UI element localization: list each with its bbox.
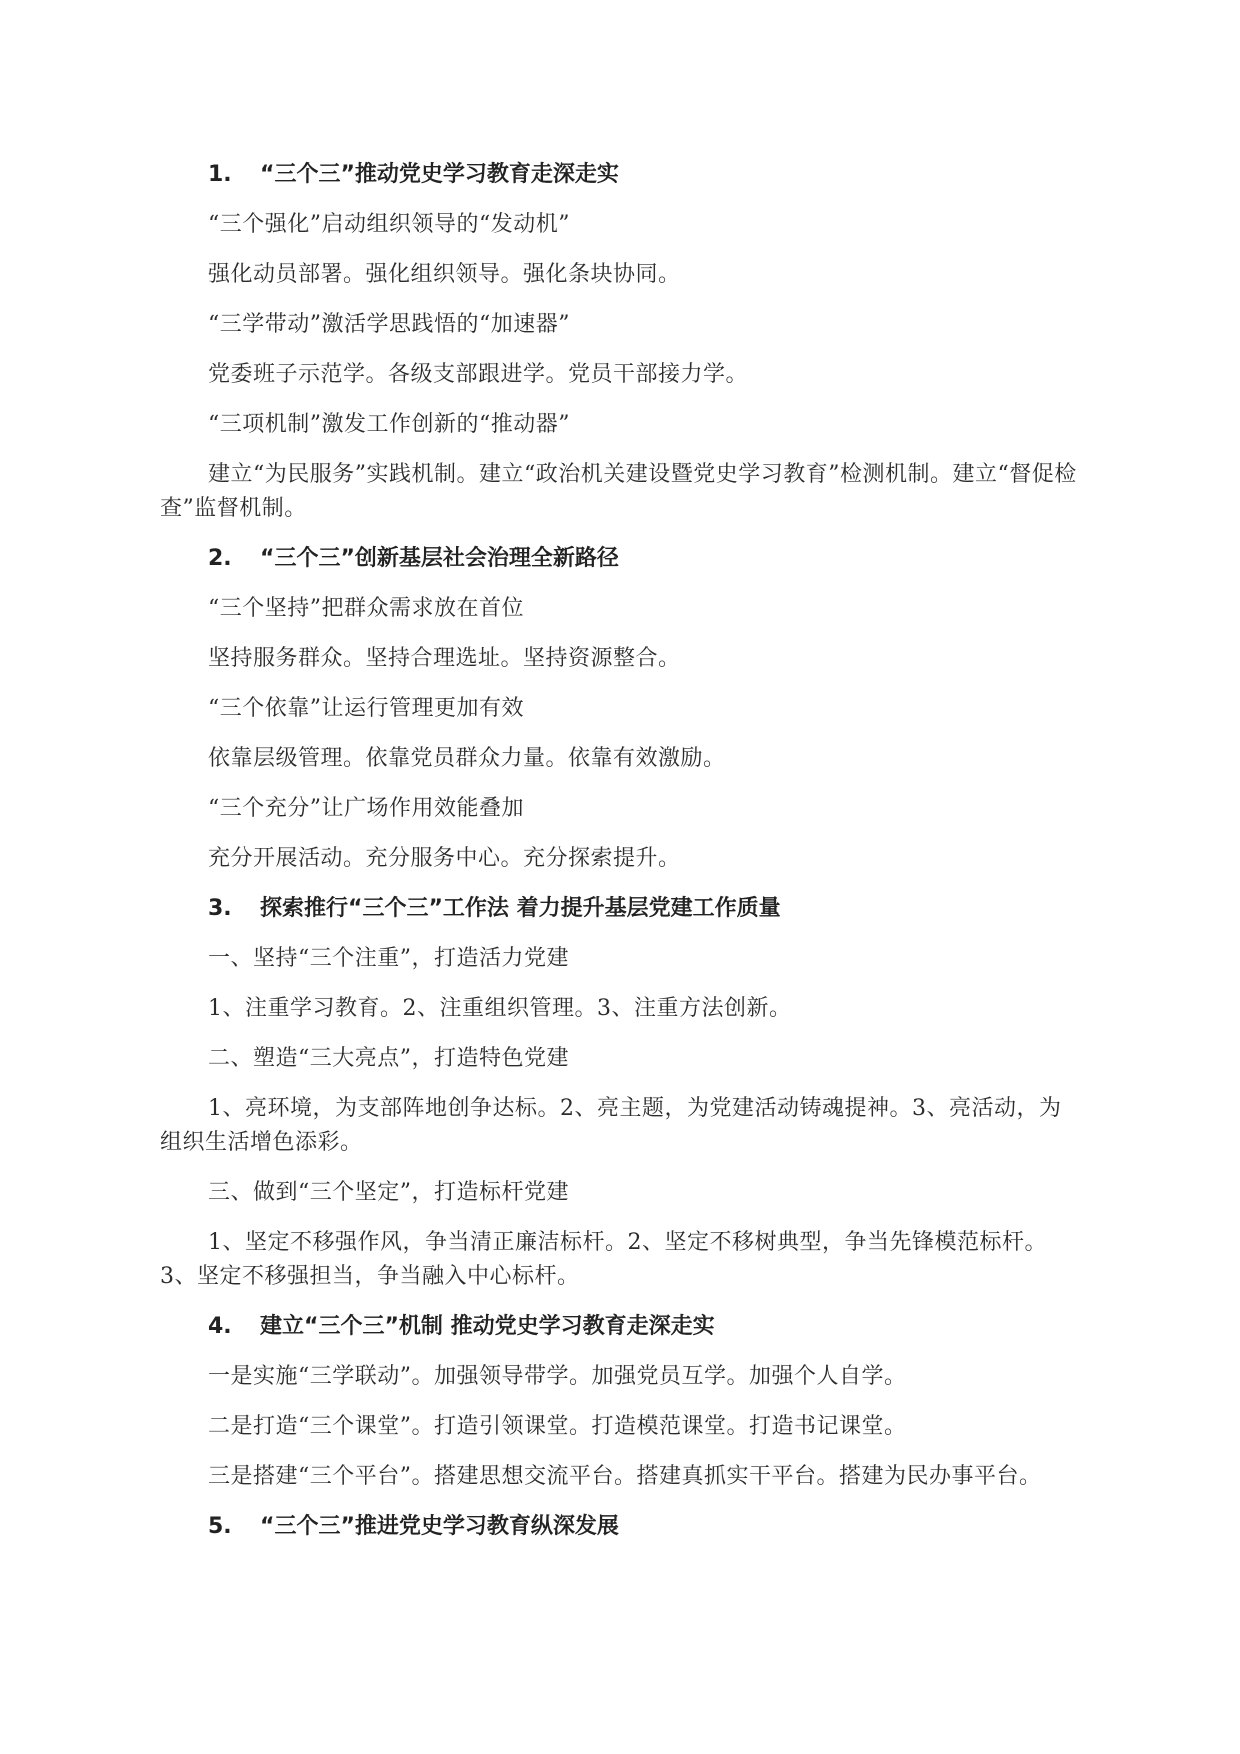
paragraph: “三个充分”让广场作用效能叠加 [208,796,524,821]
paragraph: 1、注重学习教育。2、注重组织管理。3、注重方法创新。 [208,996,792,1021]
paragraph: 三、做到“三个坚定”，打造标杆党建 [208,1180,569,1205]
paragraph: 一是实施“三学联动”。加强领导带学。加强党员互学。加强个人自学。 [208,1364,907,1389]
section-heading [160,892,1080,926]
paragraph: 1、亮环境，为支部阵地创争达标。2、亮主题，为党建活动铸魂提神。3、亮活动，为组织生活增色添彩。 [160,1096,1062,1155]
paragraph: 依靠层级管理。依靠党员群众力量。依靠有效激励。 [208,746,726,771]
paragraph: 二是打造“三个课堂”。打造引领课堂。打造模范课堂。打造书记课堂。 [208,1414,907,1439]
section-title: 建立“三个三”机制 推动党史学习教育走深走实 [260,1314,715,1339]
paragraph: 一、坚持“三个注重”，打造活力党建 [208,946,569,971]
paragraph: 党委班子示范学。各级支部跟进学。党员干部接力学。 [208,362,749,387]
section-heading [160,542,1080,576]
paragraph: “三个坚持”把群众需求放在首位 [208,596,524,621]
section-heading [160,1510,1080,1544]
section-title: “三个三”创新基层社会治理全新路径 [260,546,619,571]
paragraph: 1、坚定不移强作风，争当清正廉洁标杆。2、坚定不移树典型，争当先锋模范标杆。3、坚定不移强担当，争当融入中心标杆。 [160,1230,1047,1289]
section-number: 3. [208,896,232,921]
section-number: 4. [208,1314,232,1339]
document-page [160,158,1080,1560]
section-heading [160,1310,1080,1344]
paragraph: “三个强化”启动组织领导的“发动机” [208,212,570,237]
paragraph: 建立“为民服务”实践机制。建立“政治机关建设暨党史学习教育”检测机制。建立“督促检查”监督机制。 [160,462,1077,521]
paragraph: “三项机制”激发工作创新的“推动器” [208,412,570,437]
paragraph: 强化动员部署。强化组织领导。强化条块协同。 [208,262,681,287]
paragraph: 充分开展活动。充分服务中心。充分探索提升。 [208,846,681,871]
section-title: “三个三”推动党史学习教育走深走实 [260,162,619,187]
section-heading [160,158,1080,192]
paragraph: 三是搭建“三个平台”。搭建思想交流平台。搭建真抓实干平台。搭建为民办事平台。 [208,1464,1042,1489]
section-title: 探索推行“三个三”工作法 着力提升基层党建工作质量 [260,896,781,921]
paragraph: “三个依靠”让运行管理更加有效 [208,696,524,721]
section-number: 2. [208,546,232,571]
paragraph: 坚持服务群众。坚持合理选址。坚持资源整合。 [208,646,681,671]
section-title: “三个三”推进党史学习教育纵深发展 [260,1514,619,1539]
section-number: 5. [208,1514,232,1539]
paragraph: 二、塑造“三大亮点”，打造特色党建 [208,1046,569,1071]
paragraph: “三学带动”激活学思践悟的“加速器” [208,312,570,337]
section-number: 1. [208,162,232,187]
